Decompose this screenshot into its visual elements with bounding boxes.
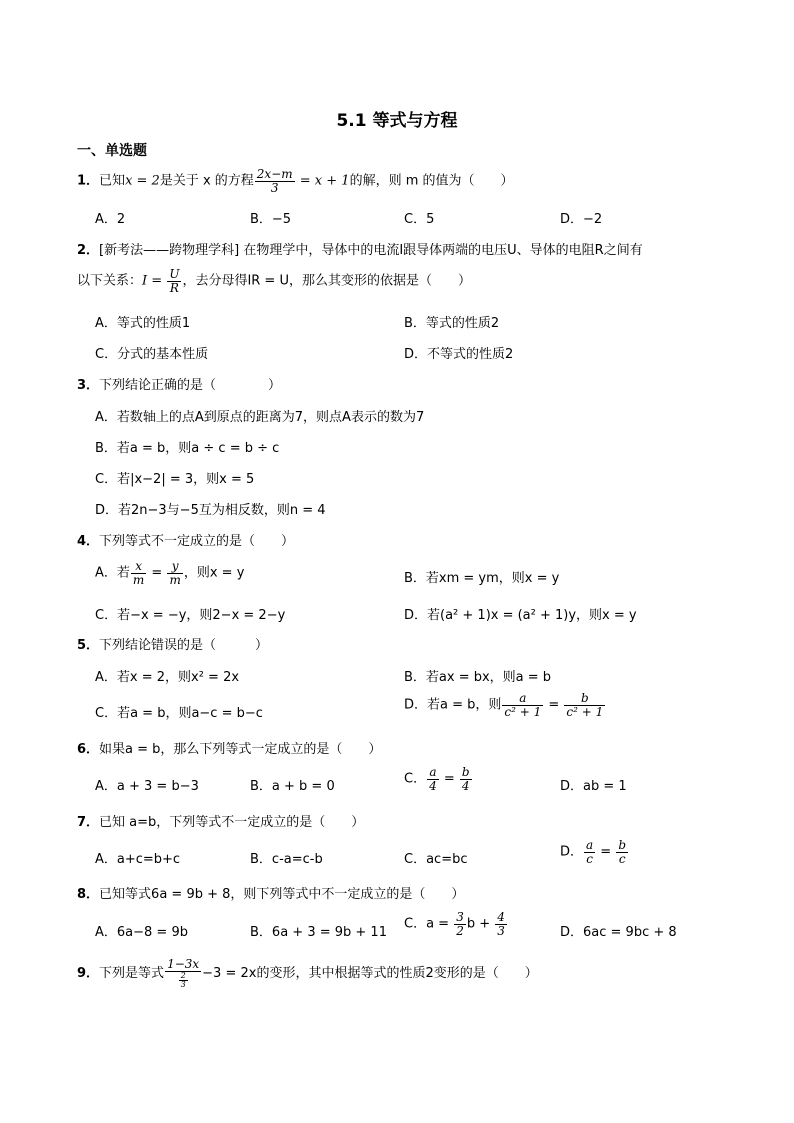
question-number: 5． xyxy=(77,638,100,653)
question-8-option-c: C．a = $\frac{3}{2}$ b + $\frac{4}{3}$ xyxy=(404,910,505,938)
question-1-option-c: C．5 xyxy=(404,212,435,227)
question-1-stem: 1．已知x = 2是关于 x 的方程 $\frac{2x-m}{3}$ = x + 1的解，则 m 的值为（ ） xyxy=(77,167,514,195)
fraction: $\frac{b}{4}$ xyxy=(461,765,470,793)
question-8-option-b: B．6a + 3 = 9b + 11 xyxy=(250,925,387,940)
fraction: $\frac{x}{m}$ xyxy=(132,559,145,587)
fraction: $\frac{b}{\text{c² + 1}}$ xyxy=(566,691,604,719)
question-4-option-b: B．若xm = ym，则x = y xyxy=(404,571,560,586)
fraction: $\frac{y}{m}$ xyxy=(169,559,181,587)
question-2-stem-line1: 2．[新考法——跨物理学科] 在物理学中，导体中的电流I跟导体两端的电压U、导体的电阻R之间有 xyxy=(77,243,643,258)
question-6-option-a: A．a + 3 = b−3 xyxy=(95,779,199,794)
question-8-stem: 8．已知等式6a = 9b + 8，则下列等式中不一定成立的是（ ） xyxy=(77,887,465,902)
fraction: $\frac{U}{R}$ xyxy=(169,267,180,295)
question-7-option-a: A．a+c=b+c xyxy=(95,852,181,867)
question-8-option-d: D．6ac = 9bc + 8 xyxy=(560,925,677,940)
question-4-stem: 4．下列等式不一定成立的是（ ） xyxy=(77,534,295,549)
question-7-option-b: B．c-a=c-b xyxy=(250,852,323,867)
compound-fraction: $\frac{1-3x}{\frac{2}{3}}$ xyxy=(167,957,200,989)
fraction: $\frac{b}{c}$ xyxy=(618,838,627,866)
question-1-option-d: D．−2 xyxy=(560,212,603,227)
question-5-option-c: C．若a = b，则a−c = b−c xyxy=(95,706,263,721)
question-4-option-c: C．若−x = −y，则2−x = 2−y xyxy=(95,608,286,623)
question-number: 7． xyxy=(77,815,100,830)
question-7-stem: 7．已知 a=b，下列等式不一定成立的是（ ） xyxy=(77,815,365,830)
question-5-option-d: D．若a = b，则 $\frac{a}{\text{c² + 1}}$ = $\frac{b}{\text{c² + 1}}$ xyxy=(404,691,604,719)
question-number: 9． xyxy=(77,966,100,982)
question-3-option-a: A．若数轴上的点A到原点的距离为7，则点A表示的数为7 xyxy=(95,410,425,425)
question-2-stem-line2: 以下关系：I = $\frac{U}{R}$ ，去分母得IR = U，那么其变形的依据是（ ） xyxy=(77,267,471,295)
question-3-stem: 3．下列结论正确的是（ ） xyxy=(77,378,282,393)
question-number: 8． xyxy=(77,887,100,902)
fraction: $\frac{a}{\text{c² + 1}}$ xyxy=(504,691,542,719)
fraction: $\frac{2x-m}{3}$ xyxy=(256,167,293,195)
fraction: $\frac{a}{4}$ xyxy=(429,765,437,793)
question-9-stem: 9．下列是等式 $\frac{1-3x}{\frac{2}{3}}$ −3 = 2x的变形，其中根据等式的性质2变形的是（ ） xyxy=(77,957,538,989)
question-1-option-a: A．2 xyxy=(95,212,126,227)
question-number: 4． xyxy=(77,534,100,549)
question-6-stem: 6．如果a = b，那么下列等式一定成立的是（ ） xyxy=(77,742,382,757)
question-2-option-d: D．不等式的性质2 xyxy=(404,347,514,362)
question-3-option-b: B．若a = b，则a ÷ c = b ÷ c xyxy=(95,441,280,456)
question-number: 2． xyxy=(77,243,100,258)
question-3-option-c: C．若|x−2| = 3，则x = 5 xyxy=(95,472,255,487)
section-heading: 一、单选题 xyxy=(77,143,147,159)
question-5-stem: 5．下列结论错误的是（ ） xyxy=(77,638,269,653)
question-3-option-d: D．若2n−3与−5互为相反数，则n = 4 xyxy=(95,503,326,518)
question-number: 3． xyxy=(77,378,100,393)
fraction: $\frac{4}{3}$ xyxy=(497,910,505,938)
question-6-option-b: B．a + b = 0 xyxy=(250,779,335,794)
question-7-option-c: C．ac=bc xyxy=(404,852,468,867)
page-title: 5.1 等式与方程 xyxy=(336,111,458,131)
fraction: $\frac{3}{2}$ xyxy=(456,910,464,938)
question-5-option-a: A．若x = 2，则x² = 2x xyxy=(95,670,240,685)
question-number: 1． xyxy=(77,173,100,189)
fraction: $\frac{a}{c}$ xyxy=(586,838,594,866)
question-8-option-a: A．6a−8 = 9b xyxy=(95,925,188,940)
question-1-option-b: B．−5 xyxy=(250,212,292,227)
question-6-option-d: D．ab = 1 xyxy=(560,779,627,794)
question-4-option-d: D．若(a² + 1)x = (a² + 1)y，则x = y xyxy=(404,608,637,623)
question-2-option-a: A．等式的性质1 xyxy=(95,316,191,331)
question-2-option-b: B．等式的性质2 xyxy=(404,316,500,331)
fraction: $\frac{2}{3}$ xyxy=(180,970,186,989)
question-5-option-b: B．若ax = bx，则a = b xyxy=(404,670,552,685)
question-2-option-c: C．分式的基本性质 xyxy=(95,347,209,362)
question-4-option-a: A．若 $\frac{x}{m}$ = $\frac{y}{m}$ ，则x = y xyxy=(95,559,245,587)
question-6-option-c: C． $\frac{a}{4}$ = $\frac{b}{4}$ xyxy=(404,765,470,793)
question-7-option-d: D． $\frac{a}{c}$ = $\frac{b}{c}$ xyxy=(560,838,627,866)
question-number: 6． xyxy=(77,742,100,757)
